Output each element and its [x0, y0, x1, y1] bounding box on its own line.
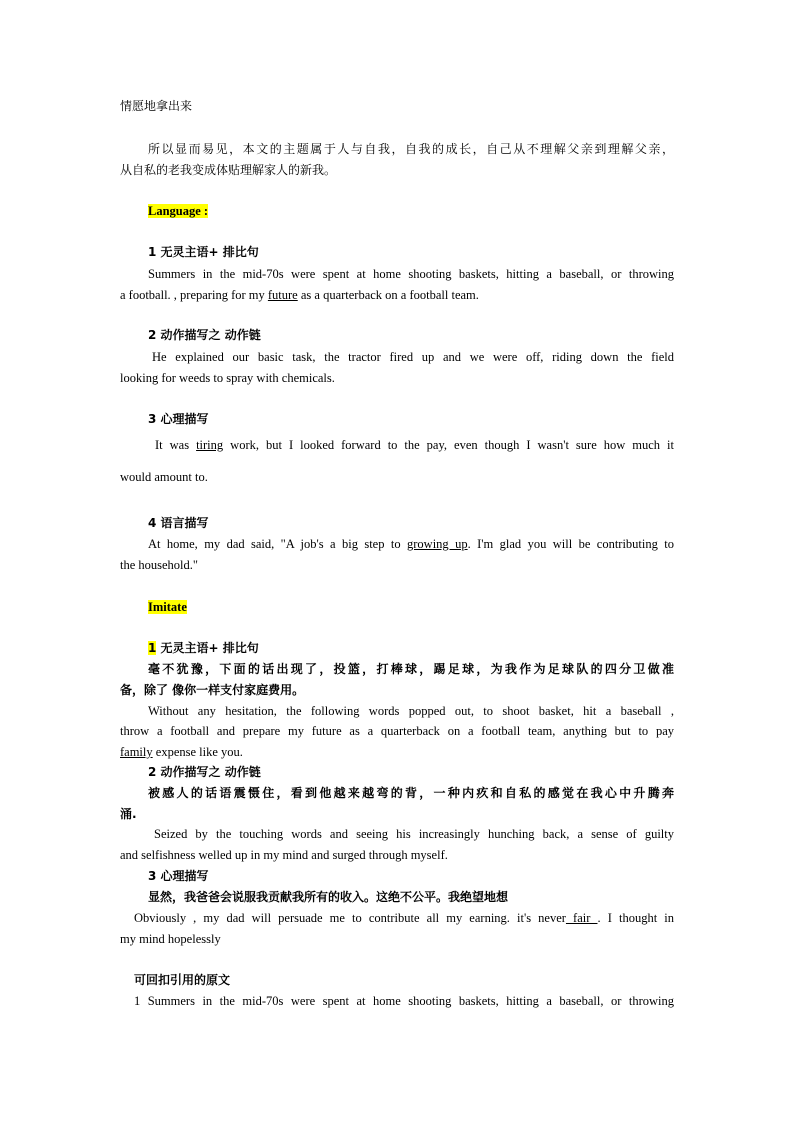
text-span: . I'm glad you will be contributing to [467, 537, 675, 551]
language-item-3-title: 3 心理描写 [148, 412, 209, 426]
language-heading [148, 203, 674, 220]
language-item-2-title: 2 动作描写之 动作链 [148, 328, 261, 342]
language-item-4-line-2: the household." [120, 558, 199, 572]
underlined-word: tiring [196, 438, 224, 452]
language-label: Language : [148, 204, 209, 218]
imitate-heading [148, 599, 674, 616]
text-span: as a quarterback on a football team. [297, 288, 479, 302]
imitate-item-2-english-line-1: Seized by the touching words and seeing his increasingly hunching back, a sense of guilty [154, 827, 674, 841]
imitate-item-2-english-line-2: and selfishness welled up in my mind and surged through myself. [120, 848, 448, 862]
imitate-item-3-english-line-1 [134, 910, 674, 927]
language-item-2-line-1: He explained our basic task, the tractor fired up and we were off, riding down the field [152, 350, 674, 364]
imitate-item-2-title: 2 动作描写之 动作链 [148, 765, 261, 779]
quotable-original-line-1: 1 Summers in the mid-70s were spent at home shooting baskets, hitting a baseball, or throwing [134, 994, 674, 1008]
underlined-word: future [267, 288, 298, 302]
imitate-item-3-chinese-line-1: 显然，我爸爸会说服我贡献我所有的收入。这绝不公平。我绝望地想 [148, 890, 509, 904]
imitate-item-1-chinese-line-2: 备，除了 像你一样支付家庭费用。 [120, 683, 305, 697]
imitate-item-1-english-line-1: Without any hesitation, the following words popped out, to shoot basket, hit a baseball , [148, 704, 674, 718]
language-item-1-line-2 [120, 287, 674, 304]
imitate-item-3-title: 3 心理描写 [148, 869, 209, 883]
underlined-word: fair [565, 911, 598, 925]
theme-summary-line-1: 所以显而易见，本文的主题属于人与自我，自我的成长，自己从不理解父亲到理解父亲， [148, 142, 674, 156]
quotable-original-heading: 可回扣引用的原文 [134, 973, 231, 987]
imitate-item-3-english-line-2: my mind hopelessly [120, 932, 221, 946]
text-span: expense like you. [152, 745, 243, 759]
language-item-4-title: 4 语言描写 [148, 516, 209, 530]
text-span: . I thought in [597, 911, 674, 925]
imitate-item-2-chinese-line-1: 被感人的话语震慑住，看到他越来越弯的背，一种内疚和自私的感觉在我心中升腾奔 [148, 786, 674, 800]
paragraph-fragment: 情愿地拿出来 [120, 99, 193, 113]
text-span: work, but I looked forward to the pay, even though I wasn't sure how much it [223, 438, 674, 452]
imitate-item-2-chinese-line-2: 涌. [120, 807, 137, 821]
language-item-1-title: 1 无灵主语+ 排比句 [148, 245, 259, 259]
language-item-3-line-1 [155, 437, 674, 454]
imitate-item-1-english-line-2: throw a football and prepare my future as a quarterback on a football team, anything but to pay [120, 724, 674, 738]
text-span: It was [155, 438, 197, 452]
underlined-word: growing up [407, 537, 468, 551]
text-span: Obviously , my dad will persuade me to contribute all my earning. it's never [134, 911, 566, 925]
imitate-label: Imitate [148, 600, 187, 614]
text-span: 无灵主语+ 排比句 [156, 641, 259, 655]
text-span: a football. , preparing for my [120, 288, 268, 302]
imitate-item-1-title [148, 640, 674, 657]
highlighted-number: 1 [148, 641, 157, 655]
language-item-3-line-2: would amount to. [120, 470, 208, 484]
language-item-4-line-1 [148, 536, 674, 553]
imitate-item-1-chinese-line-1: 毫不犹豫，下面的话出现了，投篮，打棒球，踢足球，为我作为足球队的四分卫做准 [148, 662, 674, 676]
underlined-word: family [120, 745, 153, 759]
imitate-item-1-english-line-3 [120, 744, 674, 761]
language-item-2-line-2: looking for weeds to spray with chemicals. [120, 371, 335, 385]
language-item-1-line-1: Summers in the mid-70s were spent at home shooting baskets, hitting a baseball, or throwing [148, 267, 674, 281]
theme-summary-line-2: 从自私的老我变成体贴理解家人的新我。 [120, 163, 337, 177]
text-span: At home, my dad said, "A job's a big step to [148, 537, 408, 551]
